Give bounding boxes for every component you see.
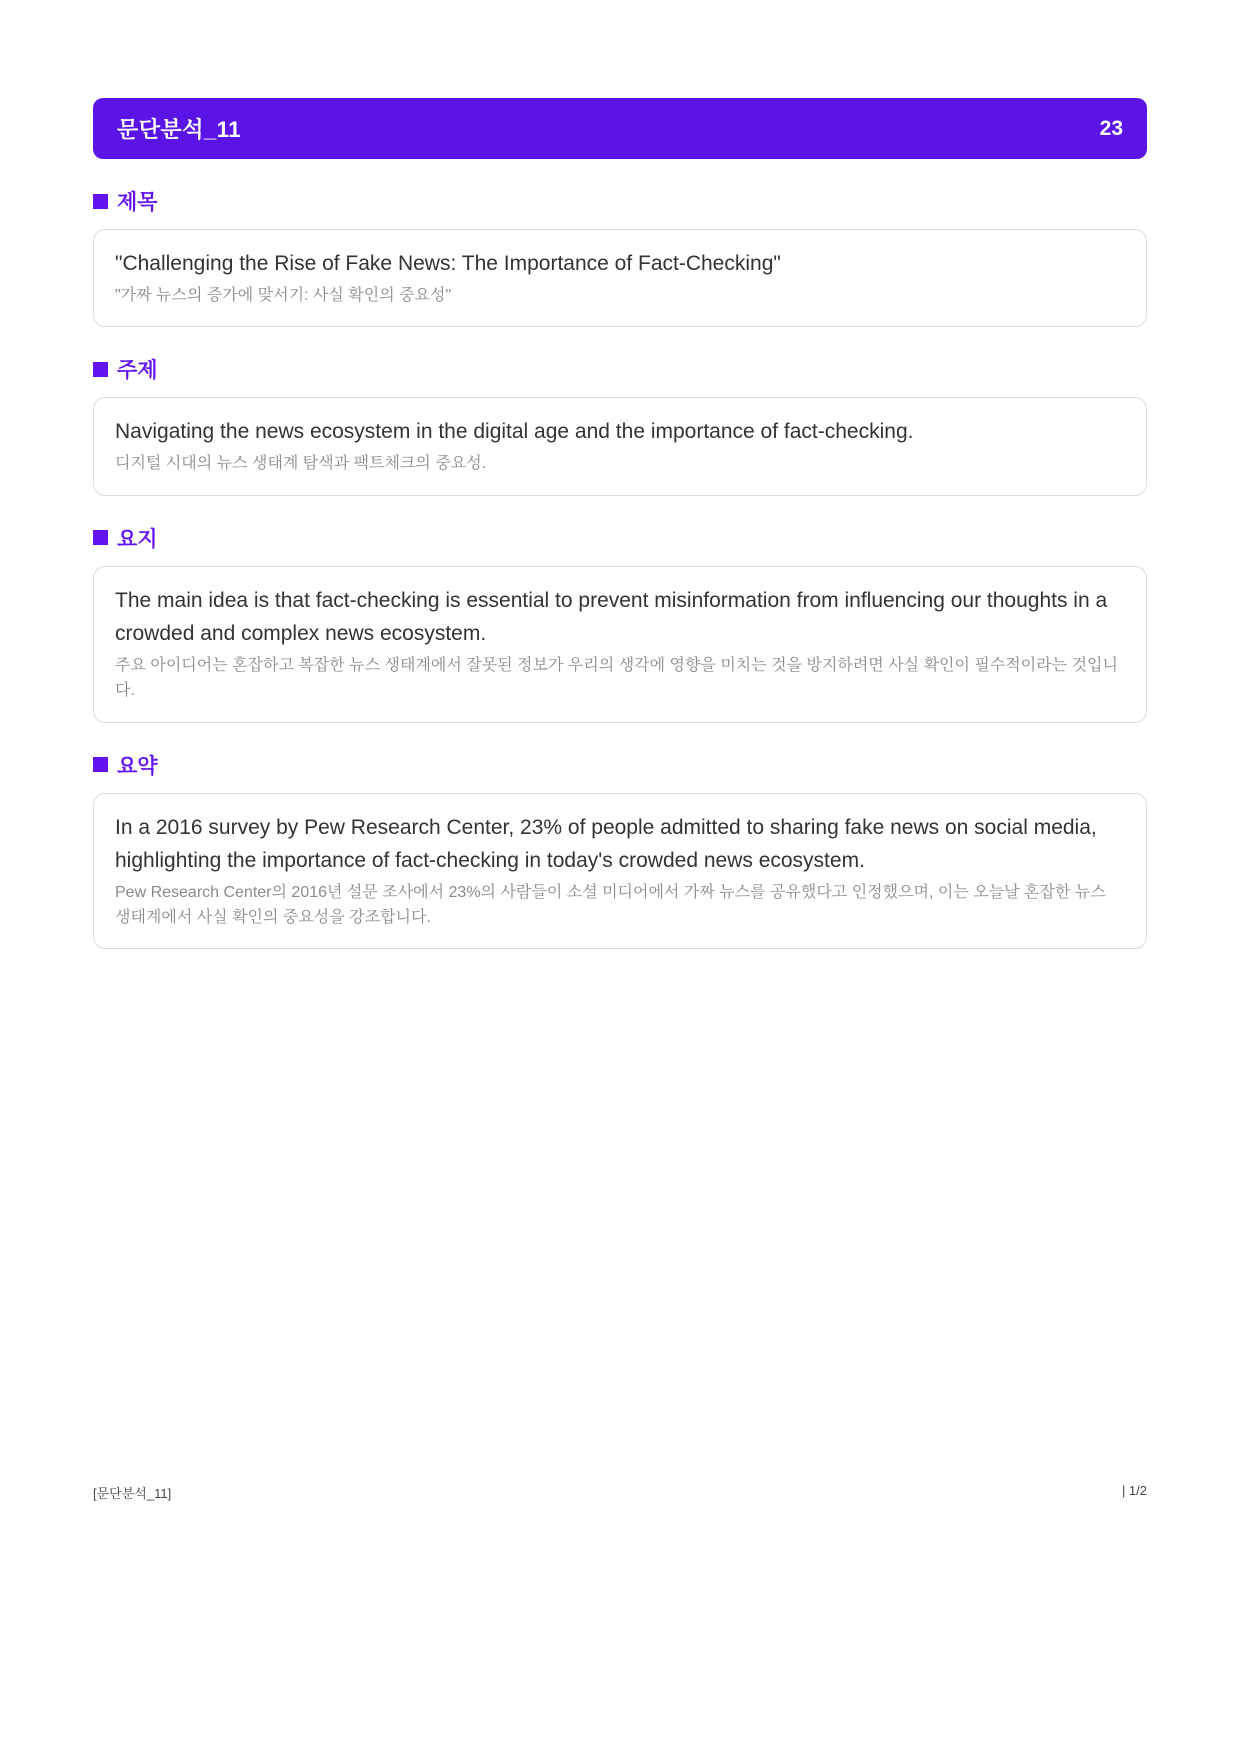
section-label: 주제 <box>117 359 158 383</box>
section-heading-main-idea <box>93 523 1147 553</box>
header-page-number: 23 <box>1099 116 1123 140</box>
section-heading-title <box>93 186 1147 216</box>
content-card-main-idea <box>93 566 1147 723</box>
section-label: 요약 <box>117 754 158 778</box>
english-text: "Challenging the Rise of Fake News: The Importance of Fact-Checking" <box>115 252 781 275</box>
english-text: Navigating the news ecosystem in the digital age and the importance of fact-checking. <box>115 420 914 444</box>
square-bullet-icon <box>93 757 108 772</box>
section-label: 요지 <box>117 527 158 551</box>
english-text: In a 2016 survey by Pew Research Center, 23% of people admitted to sharing fake news on social media, highlighting the importance of fact-checking in today's crowded news ecosystem. <box>115 815 1097 873</box>
korean-translation: 디지털 시대의 뉴스 생태계 탐색과 팩트체크의 중요성. <box>115 454 487 472</box>
korean-translation: Pew Research Center의 2016년 설문 조사에서 23%의 사람들이 소셜 미디어에서 가짜 뉴스를 공유했다고 인정했으며, 이는 오늘날 혼잡한 뉴스 생태계에서 사실 확인의 중요성을 강조합니다. <box>115 883 1106 926</box>
section-label: 제목 <box>117 191 158 214</box>
square-bullet-icon <box>93 530 108 545</box>
page-footer <box>93 1483 1147 1502</box>
header-bar <box>93 98 1147 159</box>
section-heading-summary <box>93 750 1147 780</box>
content-card-topic <box>93 397 1147 495</box>
document-title: 문단분석_11 <box>117 117 242 142</box>
footer-page-indicator: | 1/2 <box>1121 1483 1147 1498</box>
korean-translation: "가짜 뉴스의 증가에 맞서기: 사실 확인의 중요성" <box>115 286 452 304</box>
square-bullet-icon <box>93 362 108 377</box>
footer-document-tag: [문단분석_11] <box>93 1486 172 1501</box>
english-text: The main idea is that fact-checking is essential to prevent misinformation from influencing our thoughts in a crowded and complex news ecosystem. <box>115 588 1108 646</box>
content-card-summary <box>93 793 1147 950</box>
section-heading-topic <box>93 354 1147 384</box>
square-bullet-icon <box>93 194 108 209</box>
korean-translation: 주요 아이디어는 혼잡하고 복잡한 뉴스 생태계에서 잘못된 정보가 우리의 생각에 영향을 미치는 것을 방지하려면 사실 확인이 필수적이라는 것입니다. <box>115 656 1118 699</box>
content-area <box>93 0 1147 949</box>
content-card-title <box>93 229 1147 327</box>
